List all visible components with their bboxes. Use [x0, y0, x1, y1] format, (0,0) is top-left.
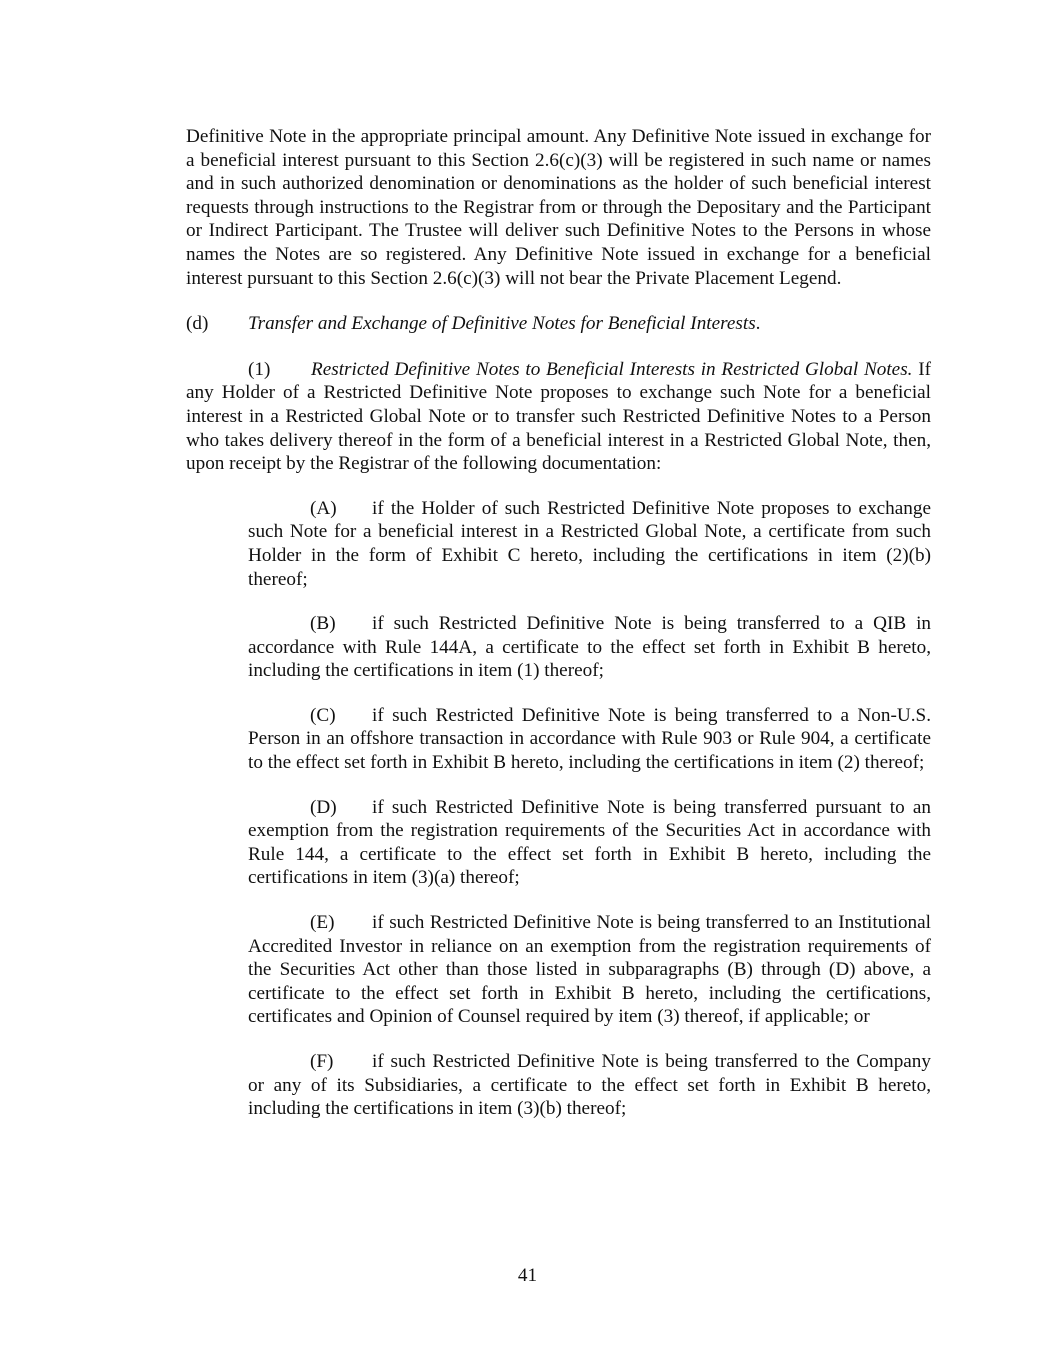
- subparagraph-text: if such Restricted Definitive Note is being transferred to the Company or any of its Subsidiaries, a certificate to the effect set forth in Exhibit B hereto, including the certifications in item (3)(b) thereof;: [248, 1051, 931, 1120]
- subparagraph-label: (A): [310, 497, 337, 519]
- subparagraph-b: [248, 612, 931, 683]
- section-d-heading: [186, 312, 931, 336]
- subparagraph-label: (D): [310, 796, 337, 818]
- section-d-number: (d): [186, 313, 209, 335]
- subparagraph-text: if such Restricted Definitive Note is being transferred to an Institutional Accredited Investor in reliance on an exemption from the registration requirements of the Securities Act other than those listed in subparagraphs (B) through (D) above, a certificate to the effect set forth in Exhibit B hereto, including the certifications, certificates and Opinion of Counsel required by item (3) thereof, if applicable; or: [248, 912, 931, 1028]
- subparagraph-e: [248, 911, 931, 1029]
- subparagraph-d: [248, 796, 931, 890]
- section-d-title: Transfer and Exchange of Definitive Notes for Beneficial Interests: [248, 313, 756, 335]
- subparagraph-label: (B): [310, 613, 336, 635]
- page-number: 41: [517, 1265, 538, 1286]
- paragraph-1-heading: Restricted Definitive Notes to Beneficial Interests in Restricted Global Notes.: [311, 358, 913, 380]
- subparagraph-label: (E): [310, 912, 335, 934]
- subparagraph-text: if such Restricted Definitive Note is being transferred to a QIB in accordance with Rule 144A, a certificate to the effect set forth in Exhibit B hereto, including the certifications in item (1) thereof;: [248, 613, 931, 682]
- paragraph-1-number: (1): [248, 358, 271, 380]
- subparagraph-text: if the Holder of such Restricted Definitive Note proposes to exchange such Note for a beneficial interest in a Restricted Global Note, a certificate from such Holder in the form of Exhibit C hereto, including the certifications in item (2)(b) thereof;: [248, 497, 931, 590]
- subparagraph-c: [248, 704, 931, 775]
- paragraph-1-text: If any Holder of a Restricted Definitive Note proposes to exchange such Note for a beneficial interest in a Restricted Global Note or to transfer such Restricted Definitive Notes to a Person who takes delivery thereof in the form of a beneficial interest in a Restricted Global Note, then, upon receipt by the Registrar of the following documentation:: [186, 358, 931, 475]
- section-d-period: .: [755, 313, 761, 335]
- subparagraph-f: [248, 1050, 931, 1121]
- subparagraph-label: (F): [310, 1051, 334, 1072]
- document-body: [186, 125, 931, 1142]
- subparagraph-text: if such Restricted Definitive Note is being transferred pursuant to an exemption from the registration requirements of the Securities Act in accordance with Rule 144, a certificate to the effect set forth in Exhibit B hereto, including the certifications in item (3)(a) thereof;: [248, 796, 931, 889]
- subparagraph-label: (C): [310, 704, 336, 726]
- intro-paragraph: Definitive Note in the appropriate principal amount. Any Definitive Note issued in exchange for a beneficial interest pursuant to this Section 2.6(c)(3) will be registered in such name or names and in such authorized denomination or denominations as the holder of such beneficial interest requests through instructions to the Registrar from or through the Depositary and the Participant or Indirect Participant. The Trustee will deliver such Definitive Notes to the Persons in whose names the Notes are so registered. Any Definitive Note issued in exchange for a beneficial interest pursuant to this Section 2.6(c)(3) will not bear the Private Placement Legend.: [186, 126, 931, 289]
- subparagraph-text: if such Restricted Definitive Note is being transferred to a Non-U.S. Person in an offshore transaction in accordance with Rule 903 or Rule 904, a certificate to the effect set forth in Exhibit B hereto, including the certifications in item (2) thereof;: [248, 704, 931, 774]
- paragraph-1: [186, 358, 931, 476]
- subparagraph-a: [248, 497, 931, 591]
